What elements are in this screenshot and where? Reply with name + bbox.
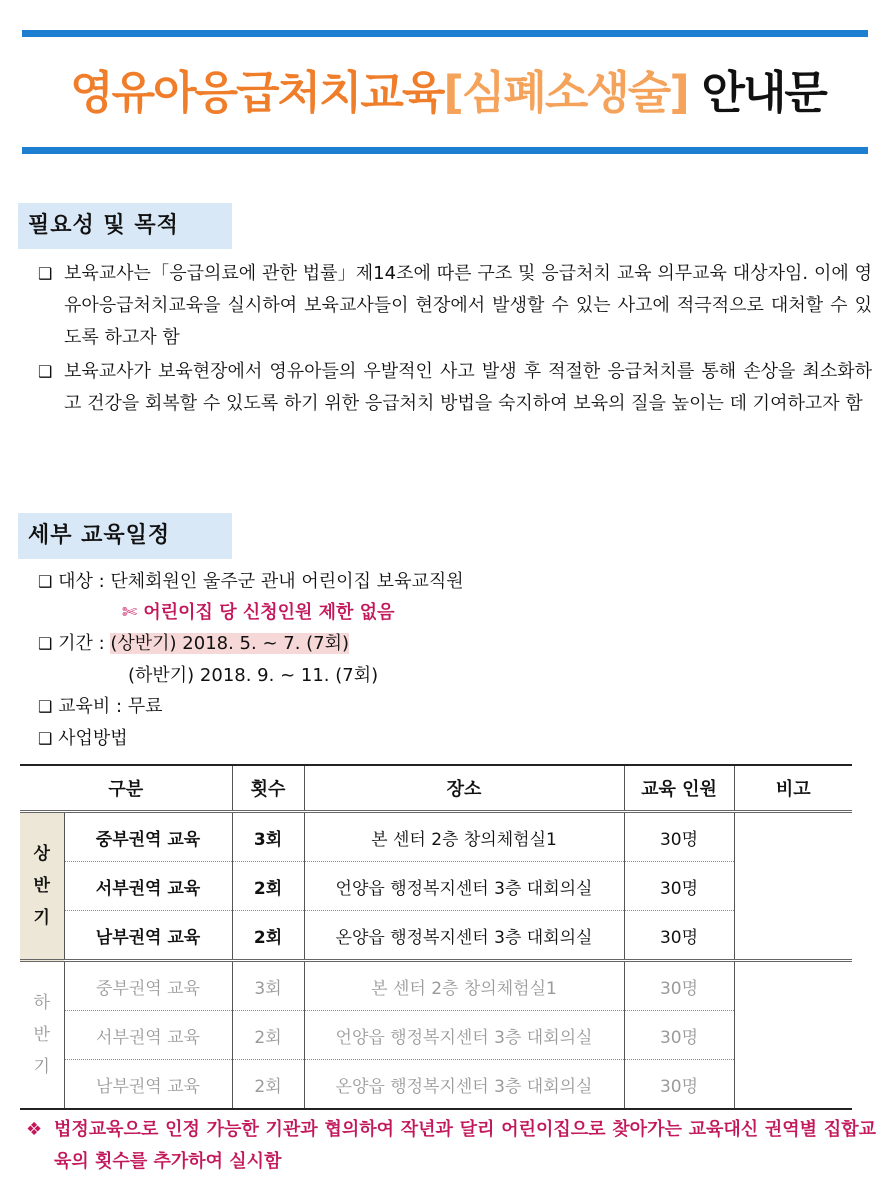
- checkbox-bullet-icon: ❑: [38, 362, 53, 381]
- table-row: [20, 862, 852, 911]
- period-line: [38, 629, 349, 659]
- table-row: [20, 812, 852, 862]
- place-cell: 본 센터 2층 창의체험실1: [304, 812, 624, 862]
- count-cell: 2회: [232, 1060, 304, 1110]
- purpose-text-2: 보육교사가 보육현장에서 영유아들의 우발적인 사고 발생 후 적절한 응급처치를 통해 손상을 최소화하고 건강을 회복할 수 있도록 하기 위한 응급처치 방법을 숙지하여 보육의 질을 높이는 데 기여하고자 함: [64, 361, 872, 414]
- method-text: 사업방법: [58, 728, 128, 749]
- people-cell: 30명: [624, 911, 734, 961]
- period-label: 기간 :: [58, 633, 111, 654]
- count-cell: 3회: [232, 812, 304, 862]
- header-note: 비고: [734, 765, 852, 812]
- title-part-2: [심폐소생술]: [443, 66, 688, 119]
- purpose-text-1: 보육교사는「응급의료에 관한 법률」제14조에 따른 구조 및 응급처치 교육 의무교육 대상자임. 이에 영유아응급처치교육을 실시하여 보육교사들이 현장에서 발생할 수 있는 사고에 적극적으로 대처할 수 있도록 하고자 함: [64, 263, 872, 348]
- table-row: [20, 1011, 852, 1060]
- table-row: [20, 961, 852, 1011]
- bottom-rule: [22, 147, 868, 154]
- second-half-label: 하 반 기: [20, 961, 64, 1110]
- footer-text: 법정교육으로 인정 가능한 기관과 협의하여 작년과 달리 어린이집으로 찾아가는 교육대신 권역별 집합교육의 횟수를 추가하여 실시함: [54, 1119, 876, 1172]
- period-second-half: (하반기) 2018. 9. ~ 11. (7회): [128, 665, 379, 686]
- count-cell: 2회: [232, 911, 304, 961]
- fee-text: 교육비 : 무료: [58, 696, 163, 717]
- period-first-half: (상반기) 2018. 5. ~ 7. (7회): [110, 633, 350, 654]
- region-cell: 남부권역 교육: [64, 911, 232, 961]
- header-people: 교육 인원: [624, 765, 734, 812]
- checkbox-bullet-icon: ❑: [38, 697, 53, 716]
- region-cell: 남부권역 교육: [64, 1060, 232, 1110]
- count-cell: 2회: [232, 1011, 304, 1060]
- place-cell: 온양읍 행정복지센터 3층 대회의실: [304, 1060, 624, 1110]
- checkbox-bullet-icon: ❑: [38, 572, 53, 591]
- first-half-label: 상 반 기: [20, 812, 64, 961]
- checkbox-bullet-icon: ❑: [38, 729, 53, 748]
- people-cell: 30명: [624, 862, 734, 911]
- method-line: [38, 724, 128, 754]
- region-cell: 서부권역 교육: [64, 1011, 232, 1060]
- place-cell: 온양읍 행정복지센터 3층 대회의실: [304, 911, 624, 961]
- region-cell: 중부권역 교육: [64, 812, 232, 862]
- title-part-3: 안내문: [701, 66, 826, 119]
- region-cell: 서부권역 교육: [64, 862, 232, 911]
- table-header-row: [20, 765, 852, 812]
- table-row: [20, 1060, 852, 1110]
- target-note-text: 어린이집 당 신청인원 제한 없음: [143, 602, 395, 623]
- people-cell: 30명: [624, 961, 734, 1011]
- title-part-1: 영유아응급처치교육: [70, 66, 444, 119]
- people-cell: 30명: [624, 812, 734, 862]
- header-count: 횟수: [232, 765, 304, 812]
- header-category: 구분: [20, 765, 232, 812]
- schedule-table: [20, 764, 852, 1110]
- fee-line: [38, 692, 163, 722]
- section-heading-schedule: 세부 교육일정: [18, 513, 232, 559]
- first-half-note-cell: [734, 812, 852, 961]
- top-rule: [22, 30, 868, 37]
- footer-note: [26, 1114, 876, 1178]
- count-cell: 2회: [232, 862, 304, 911]
- second-half-note-cell: [734, 961, 852, 1110]
- checkbox-bullet-icon: ❑: [38, 264, 53, 283]
- header-place: 장소: [304, 765, 624, 812]
- place-cell: 언양읍 행정복지센터 3층 대회의실: [304, 862, 624, 911]
- place-cell: 본 센터 2층 창의체험실1: [304, 961, 624, 1011]
- people-cell: 30명: [624, 1060, 734, 1110]
- section-heading-purpose: 필요성 및 목적: [18, 203, 232, 249]
- people-cell: 30명: [624, 1011, 734, 1060]
- target-line: [38, 567, 464, 597]
- checkbox-bullet-icon: ❑: [38, 634, 53, 653]
- place-cell: 언양읍 행정복지센터 3층 대회의실: [304, 1011, 624, 1060]
- scissors-icon: ✄: [122, 602, 138, 623]
- purpose-item-2: [38, 356, 872, 420]
- target-note: [122, 598, 394, 628]
- diamond-bullet-icon: ❖: [26, 1119, 43, 1140]
- page-title: [0, 58, 896, 128]
- purpose-item-1: [38, 258, 872, 354]
- target-text: 대상 : 단체회원인 울주군 관내 어린이집 보육교직원: [58, 571, 464, 592]
- region-cell: 중부권역 교육: [64, 961, 232, 1011]
- table-row: [20, 911, 852, 961]
- count-cell: 3회: [232, 961, 304, 1011]
